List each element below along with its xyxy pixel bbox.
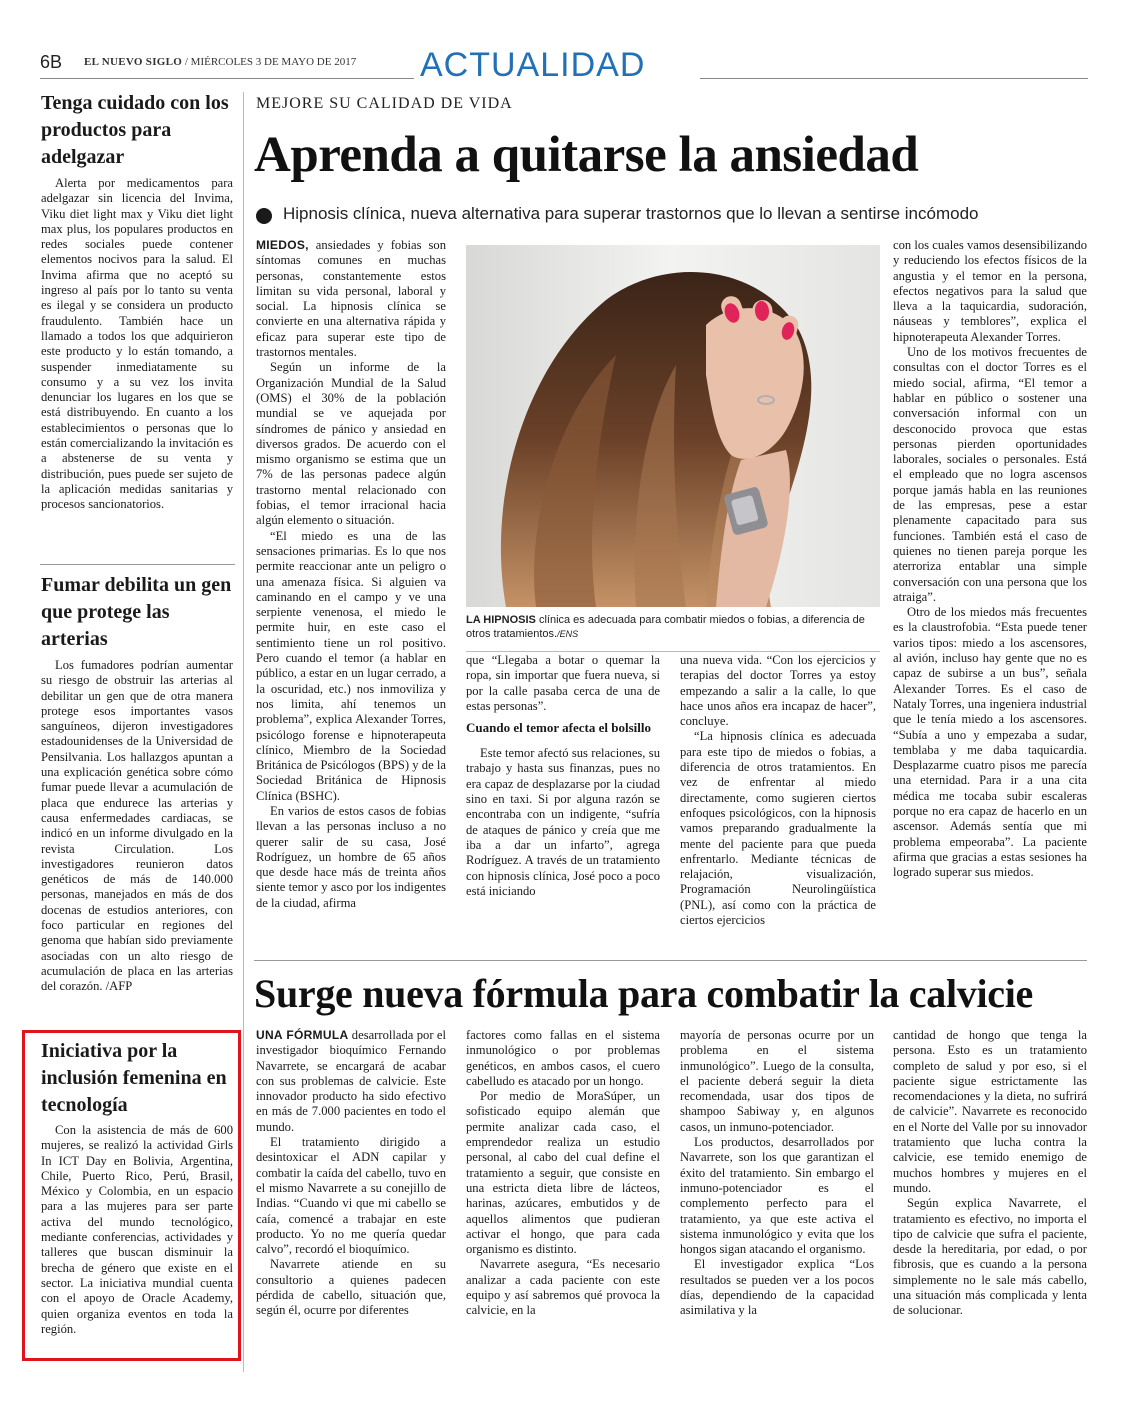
caption-lead: LA HIPNOSIS	[466, 614, 536, 626]
second-column-1	[256, 1028, 446, 1358]
second-column-3	[680, 1028, 874, 1358]
section-title: ACTUALIDAD	[420, 46, 646, 84]
paragraph: que “Llegaba a botar o quemar la ropa, sin importar que fuera nueva, si por la calle pasaba cerca de una de estas personas”.	[466, 653, 660, 713]
paragraph: Navarrete atiende en su consultorio a quienes padecen pérdida de cabello, situación que, según él, ocurre por diferentes	[256, 1257, 446, 1318]
sidebar-divider	[243, 92, 244, 1372]
sidebar-story3-text: Con la asistencia de más de 600 mujeres, se realizó la actividad Girls In ICT Day en Bolivia, Argentina, Chile, Puerto Rico, Perú, Brasil, México y Colombia, en un espacio para a las mujeres para ser parte activa del mundo tecnológico, mediante conferencias, actividades y talleres que buscan disminuir la brecha de género que existe en el sector. La iniciativa mundial cuenta con el apoyo de Oracle Academy, quien organiza eventos en toda la región.	[41, 1123, 233, 1336]
sidebar-separator	[40, 564, 235, 565]
article-kicker: MEJORE SU CALIDAD DE VIDA	[256, 95, 513, 112]
paragraph: “El miedo es una de las sensaciones primarias. Es lo que nos permite reaccionar ante un peligro o una amenaza física. Si alguien va caminando en el campo y ve una serpiente venenosa, el miedo le permite huir, en este caso el sentimiento tiene un rol positivo. Pero cuando el temor (a hablar en público, a estar en un lugar cerrado, a la oscuridad, etc.) nos inmoviliza y nos limita, ahí tenemos un problema”, explica Alexander Torres, psicólogo forense e hipnoterapeuta clínico, Miembro de la Sociedad Británica de Psicólogos (BPS) y de la Sociedad Británica de Hipnosis Clínica (BSHC).	[256, 528, 446, 803]
bullet-dot-icon	[256, 208, 272, 224]
masthead	[84, 56, 356, 68]
paragraph: Los productos, desarrollados por Navarrete, son los que garantizan el éxito del tratamiento. Sin embargo el inmuno-potenciador es el complemento perfecto para el tratamiento, ya que este activa el sistema inmunológico y evita que los hongos sigan atacando el organismo.	[680, 1135, 874, 1257]
page-number: 6B	[40, 52, 63, 72]
paragraph: El investigador explica “Los resultados se pueden ver a los pocos días, dependiendo de la capacidad asimilativa y la	[680, 1257, 874, 1318]
article-column-1	[256, 238, 446, 943]
article-divider	[254, 960, 1087, 961]
article-subheadline: Hipnosis clínica, nueva alternativa para superar trastornos que lo llevan a sentirse incómodo	[283, 204, 979, 223]
sidebar-story1-text: Alerta por medicamentos para adelgazar sin licencia del Invima, Viku diet light max y Viku diet light max plus, los populares productos en redes sociales puede contener elementos nocivos para la salud. El Invima afirma que no aceptó su ingreso al país por lo tanto su venta es ilegal y se considera un producto fraudulento. También hace un llamado a todos los que adquirieron este producto y lo están tomando, a suspender inmediatamente su consumo y a su vez los invita denunciar los lugares en los que se está distribuyendo. En cuanto a los establecimientos o personas que lo están comercializando la invitación es a abstenerse de su venta y distribución, pues puede ser sujeto de la aplicación medidas sanitarias y procesos sancionatorios.	[41, 176, 233, 512]
sidebar-story2-body	[41, 658, 233, 995]
article-photo	[466, 245, 880, 607]
paragraph: Por medio de MoraSúper, un sofisticado equipo alemán que permite analizar cada caso, el emprendedor realiza un estudio personal, al cabo del cual define el tratamiento a seguir, que consiste en una estricta dieta libre de lácteos, harinas, azúcares, embutidos y de aquellos alimentos que pudieran activar el hongo, que para cada organismo es distinto.	[466, 1089, 660, 1257]
sidebar-story1-body	[41, 176, 233, 513]
lead-word: MIEDOS,	[256, 238, 309, 252]
header-rule-left	[40, 78, 414, 79]
newspaper-name: EL NUEVO SIGLO	[84, 56, 183, 68]
header-rule-right	[700, 78, 1088, 79]
sidebar-story3-body	[41, 1123, 233, 1337]
paragraph: Navarrete asegura, “Es necesario analizar a cada paciente con este equipo y así sabremos qué provoca la calvicie, en la	[466, 1257, 660, 1318]
paragraph: “La hipnosis clínica es adecuada para este tipo de miedos o fobias, a diferencia de otros tratamientos. En vez de enfrentar al miedo directamente, como sugieren ciertos enfoques psicológicos, con la hipnosis vamos preparando gradualmente la mente del paciente para que pueda enfrentarlo. Mediante técnicas de relajación, visualización, Programación Neurolingüística (PNL), así como con la práctica de ciertos ejercicios	[680, 729, 876, 928]
article-interhead: Cuando el temor afecta el bolsillo	[466, 720, 651, 736]
paragraph: En varios de estos casos de fobias llevan a las personas incluso a no querer salir de su casa, José Rodríguez, un hombre de 65 años que desde hace más de treinta años siente temor y asco por los indigentes de la ciudad, afirma	[256, 803, 446, 910]
paragraph: con los cuales vamos desensibilizando y reduciendo los efectos físicos de la angustia y el temor en la persona, efectos negativos para la salud que lleva a la taquicardia, sudoración, náuseas y temblores”, explica el hipnoterapeuta Alexander Torres.	[893, 238, 1087, 344]
paragraph: cantidad de hongo que tenga la persona. Esto es un tratamiento completo de salud y por eso, si el paciente sigue estrictamente las recomendaciones y la dieta, no sufrirá de calvicie”. Navarrete es reconocido en el Norte del Valle por su innovador tratamiento que lucha contra la calvicie, ese temido enemigo de muchos hombres y mujeres en el mundo.	[893, 1028, 1087, 1195]
paragraph: Otro de los miedos más frecuentes es la claustrofobia. “Esta puede tener varios tipos: miedo a los ascensores, al avión, incluso hay gente que no es capaz de subirse a un bus”, señala Alexander Torres. Es el caso de Nataly Torres, una ingeniera industrial que le tenía miedo a los ascensores. “Subía a uno y empezaba a sudar, temblaba y me daba taquicardia. Desplazarme cuatro pisos me parecía una eternidad. Para ir a una cita médica me tocaba subir escaleras porque no era capaz de hacerlo en un ascensor. Además sentía que mi problema empeoraba”. La paciente afirma que gracias a estas sesiones ha logrado superar sus miedos.	[893, 605, 1087, 880]
paragraph: una nueva vida. “Con los ejercicios y terapias del doctor Torres ya estoy empezando a salir a la calle, lo que hace unos años era incapaz de hacer”, concluye.	[680, 653, 876, 729]
caption-credit: /ENS	[557, 629, 579, 639]
woman-covering-face-illustration	[466, 245, 880, 607]
caption-text: clínica es adecuada para combatir miedos o fobias, a diferencia de otros tratamientos.	[466, 614, 865, 640]
paragraph: factores como fallas en el sistema inmunológico o por problemas genéticos, en ambos casos, el cuero cabelludo es atacado por un hongo.	[466, 1028, 660, 1088]
paragraph: Según explica Navarrete, el tratamiento es efectivo, no importa el tipo de calvicie que sufra el paciente, desde la hereditaria, por edad, o por fibrosis, que es cuando a la persona simplemente no le sale más cabello, una situación más complicada y lenta de solucionar.	[893, 1196, 1087, 1318]
paragraph: Este temor afectó sus relaciones, su trabajo y hasta sus finanzas, pues no era capaz de desplazarse por la ciudad sino en taxi. Si por alguna razón se encontraba con un indigente, “sufría de ataques de pánico y creía que me iba a dar un infarto”, agrega Rodríguez. A través de un tratamiento con hipnosis clínica, José poco a poco está iniciando	[466, 746, 660, 898]
paragraph-text: desarrollada por el investigador bioquímico Fernando Navarrete, se encargará de acabar con sus problemas de calvicie. Este innovador producto ha sido efectivo en más de 7.000 pacientes en todo el mundo.	[256, 1028, 446, 1134]
article-column-4	[893, 238, 1087, 943]
lead-word: UNA FÓRMULA	[256, 1028, 349, 1042]
issue-date: / MIÉRCOLES 3 DE MAYO DE 2017	[184, 56, 357, 68]
sidebar-story2-headline: Fumar debilita un gen que protege las arterias	[41, 574, 232, 650]
caption-rule	[466, 651, 880, 652]
second-column-4	[893, 1028, 1087, 1358]
second-column-2	[466, 1028, 660, 1358]
article-headline: Aprenda a quitarse la ansiedad	[254, 127, 919, 183]
paragraph: Uno de los motivos frecuentes de consultas con el doctor Torres es el miedo social, afirma, “El temor a hablar en público o sostener una conversación informal con un desconocido provoca que estas personas pierden oportunidades laborales, sociales o personales. Está el empleado que no logra ascensos porque jamás habla en las reuniones de las empresas, pese a estar plenamente capacitado para sus funciones. También está el caso de quienes no tienen pareja porque les aterroriza entablar una simple conversación con una persona que los atraiga”.	[893, 345, 1087, 604]
second-headline: Surge nueva fórmula para combatir la calvicie	[254, 971, 1034, 1016]
article-column-3	[680, 653, 876, 943]
article-column-2	[466, 653, 660, 943]
sidebar-story1-headline: Tenga cuidado con los productos para adelgazar	[41, 92, 229, 168]
paragraph	[256, 238, 446, 360]
paragraph	[256, 1028, 446, 1135]
paragraph: mayoría de personas ocurre por un problema en el sistema inmunológico”. Luego de la consulta, el paciente deberá seguir la dieta recomendada, usar dos tipos de shampoo Sabiway y, en algunos casos, un inmuno-potenciador.	[680, 1028, 874, 1134]
sidebar-story3-headline: Iniciativa por la inclusión femenina en tecnología	[41, 1040, 227, 1116]
paragraph-text: ansiedades y fobias son síntomas comunes en muchas personas, constantemente estos limitan su vida personal, laboral y social. La hipnosis clínica se convierte en una alternativa rápida y eficaz para superar este tipo de trastornos mentales.	[256, 238, 446, 360]
sidebar-story2-text: Los fumadores podrían aumentar su riesgo de obstruir las arterias al debilitar un gen que de otra manera protege esos importantes vasos sanguíneos, dijeron investigadores estadounidenses de la Universidad de Pensilvania. Los hallazgos apuntan a una explicación genética sobre cómo fumar puede llevar a acumulación de placa que endurece las arterias y causa enfermedades cardiacas, se indicó en un informe divulgado en la revista Circulation. Los investigadores reunieron datos genéticos de más de 140.000 personas, manejados en más de dos docenas de estudios anteriores, con foco particular en regiones del genoma que habían sido previamente asociadas con un alto riesgo de acumulación de placa en las arterias del corazón. /AFP	[41, 658, 233, 994]
paragraph: El tratamiento dirigido a desintoxicar el ADN capilar y combatir la caída del cabello, tuvo en el mismo Navarrete a su conejillo de Indias. “Cuando vi que mi cabello se caía, comencé a trabajar en este producto. Yo no me quería quedar calvo”, recordó el bioquímico.	[256, 1135, 446, 1257]
photo-caption	[466, 613, 880, 641]
paragraph: Según un informe de la Organización Mundial de la Salud (OMS) el 30% de la población mundial se ve aquejada por síndromes de pánico y ansiedad en diversos grados. De acuerdo con el mismo organismo se estima que un 7% de las personas padece algún trastorno mental relacionado con fobias, el temor irracional hacia algún elemento o situación.	[256, 360, 446, 528]
